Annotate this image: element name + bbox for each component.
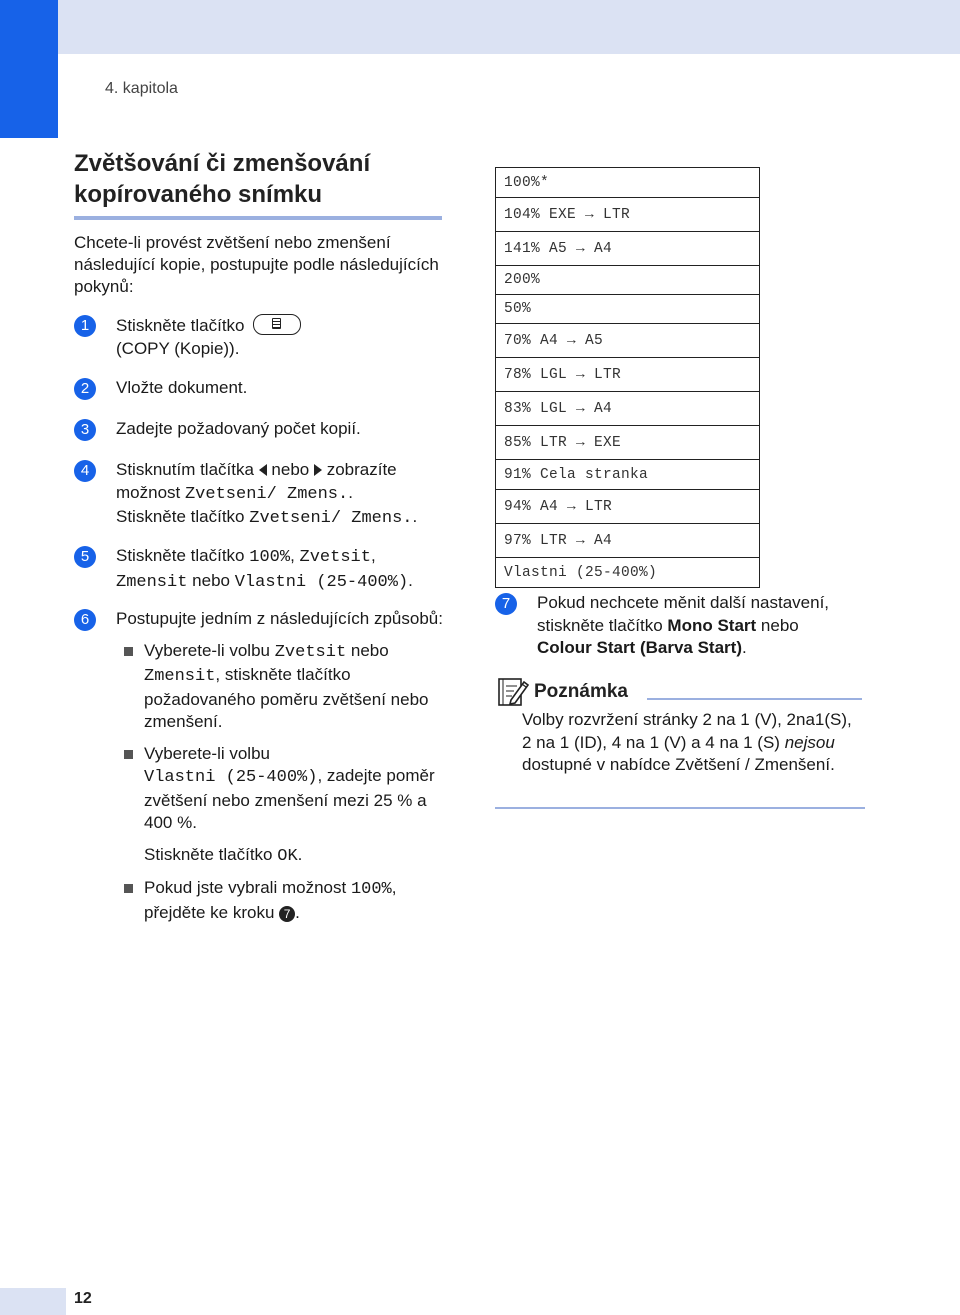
step-text: nebo (271, 460, 310, 479)
step-number: 7 (495, 593, 517, 615)
menu-row (496, 232, 760, 266)
intro-text: Chcete-li provést zvětšení nebo zmenšení následující kopie, postupujte podle následujících pokynů: (74, 233, 439, 296)
menu-row (496, 295, 760, 324)
note-text: Volby rozvržení stránky 2 na 1 (V), 2na1(S), 2 na 1 (ID), 4 na 1 (V) a 4 na 1 (S) (522, 710, 852, 752)
step-text: . (348, 482, 353, 502)
menu-cell: 200% (496, 266, 760, 295)
left-arrow-icon (259, 464, 267, 476)
menu-row (496, 266, 760, 295)
menu-row (496, 426, 760, 460)
step-text: . (741, 638, 747, 657)
menu-row (496, 358, 760, 392)
chapter-label: 4. kapitola (105, 80, 178, 97)
step-text: Stiskněte tlačítko (116, 546, 245, 565)
menu-row (496, 324, 760, 358)
step-number: 3 (74, 419, 96, 441)
menu-option: OK (277, 846, 298, 866)
step-2 (74, 377, 454, 400)
header-band (0, 0, 960, 54)
menu-option: 100% (249, 548, 291, 567)
step-text: Stiskněte tlačítko (116, 507, 245, 526)
right-arrow-icon (314, 464, 322, 476)
step-text: . (412, 507, 418, 526)
menu-option: Zvetseni/ Zmens. (249, 509, 413, 528)
step-7 (495, 592, 875, 660)
menu-option: Vlastni (25-400%) (144, 768, 318, 787)
step-text: Pokud nechcete měnit další nastavení, stiskněte tlačítko (537, 593, 830, 635)
step-4 (74, 459, 454, 531)
step-text: Postupujte jedním z následujících způsobů: (116, 609, 443, 628)
menu-row (496, 460, 760, 490)
menu-cell: 70% A4 → A5 (496, 324, 760, 358)
step-number: 4 (74, 460, 96, 482)
title-rule (74, 216, 442, 220)
menu-option: Zvetseni/ Zmens. (184, 484, 349, 504)
bullet-text: , zadejte poměr zvětšení nebo zmenšení mezi 25 % a 400 %. (144, 766, 435, 832)
bullet-text: Pokud jste vybrali možnost (144, 878, 347, 897)
bullet-text: Vyberete-li volbu (144, 743, 270, 763)
step-number: 1 (74, 315, 96, 337)
note-body (522, 709, 852, 777)
bullet-text: . (297, 844, 303, 864)
menu-row (496, 198, 760, 232)
menu-cell: 91% Cela stranka (496, 460, 760, 490)
step-reference-icon: 7 (279, 906, 295, 922)
menu-cell: 50% (496, 295, 760, 324)
menu-row (496, 524, 760, 558)
note-rule (647, 698, 862, 700)
menu-cell: Vlastni (25-400%) (496, 558, 760, 588)
menu-cell: 97% LTR → A4 (496, 524, 760, 558)
option-bullet (124, 877, 444, 924)
menu-cell: 104% EXE → LTR (496, 198, 760, 232)
menu-cell: 83% LGL → A4 (496, 392, 760, 426)
step-text: Stiskněte tlačítko (116, 316, 245, 335)
step-text: , (370, 546, 376, 565)
chapter-tab (0, 0, 58, 138)
bullet-text: . (295, 902, 300, 922)
step-number: 6 (74, 609, 96, 631)
button-name: Mono Start (667, 615, 757, 635)
menu-cell: 85% LTR → EXE (496, 426, 760, 460)
step-3 (74, 418, 454, 441)
note-pencil-icon (497, 676, 529, 708)
button-name: Colour Start (Barva Start) (537, 638, 742, 657)
bullet-text: přejděte ke kroku (144, 902, 275, 922)
step-text: nebo (192, 570, 230, 590)
note-rule (495, 807, 865, 809)
step-6-options (124, 640, 444, 925)
page-number: 12 (74, 1290, 92, 1307)
option-bullet (124, 743, 444, 869)
section-header (74, 148, 444, 298)
menu-option: Vlastni (25-400%) (234, 572, 409, 592)
menu-row (496, 558, 760, 588)
section-title: Zvětšování či zmenšování kopírovaného snímku (74, 150, 371, 208)
menu-option: Zvetsit (299, 548, 371, 567)
bullet-text: nebo (350, 640, 389, 660)
menu-cell: 100%* (496, 168, 760, 198)
zoom-options-table (495, 167, 760, 588)
option-bullet (124, 640, 444, 734)
step-number: 2 (74, 378, 96, 400)
step-text: Stisknutím tlačítka (116, 460, 254, 479)
page-number-band (0, 1288, 66, 1315)
bullet-text: Stiskněte tlačítko (144, 844, 273, 864)
step-text: Vložte dokument. (116, 378, 248, 397)
bullet-subtext (144, 844, 444, 869)
step-6 (74, 608, 454, 924)
bullet-text: , stiskněte tlačítko požadovaného poměru zvětšení nebo zmenšení. (144, 665, 429, 731)
menu-option: 100% (350, 880, 392, 899)
step-text: nebo (760, 615, 799, 635)
bullet-text: Vyberete-li volbu (144, 640, 270, 660)
menu-row (496, 392, 760, 426)
step-text: Zadejte požadovaný počet kopií. (116, 419, 361, 438)
note-text: dostupné v nabídce Zvětšení / Zmenšení. (522, 755, 835, 774)
step-text: . (408, 570, 413, 590)
menu-cell: 94% A4 → LTR (496, 490, 760, 524)
menu-option: Zmensit (144, 667, 216, 686)
step-text: (COPY (Kopie)). (116, 338, 240, 358)
menu-option: Zvetsit (274, 642, 347, 662)
menu-option: Zmensit (116, 572, 188, 592)
step-number: 5 (74, 546, 96, 568)
menu-row (496, 490, 760, 524)
note-emphasis: nejsou (784, 732, 835, 752)
step-1 (74, 314, 454, 360)
menu-cell: 78% LGL → LTR (496, 358, 760, 392)
menu-row (496, 168, 760, 198)
step-5 (74, 545, 454, 594)
bullet-text: , (391, 878, 397, 897)
note-header (497, 676, 865, 710)
copy-key-icon (253, 314, 301, 335)
note-title: Poznámka (534, 681, 628, 702)
menu-cell: 141% A5 → A4 (496, 232, 760, 266)
step-text: , (290, 546, 295, 565)
step-text: zobrazíte možnost (116, 460, 397, 502)
